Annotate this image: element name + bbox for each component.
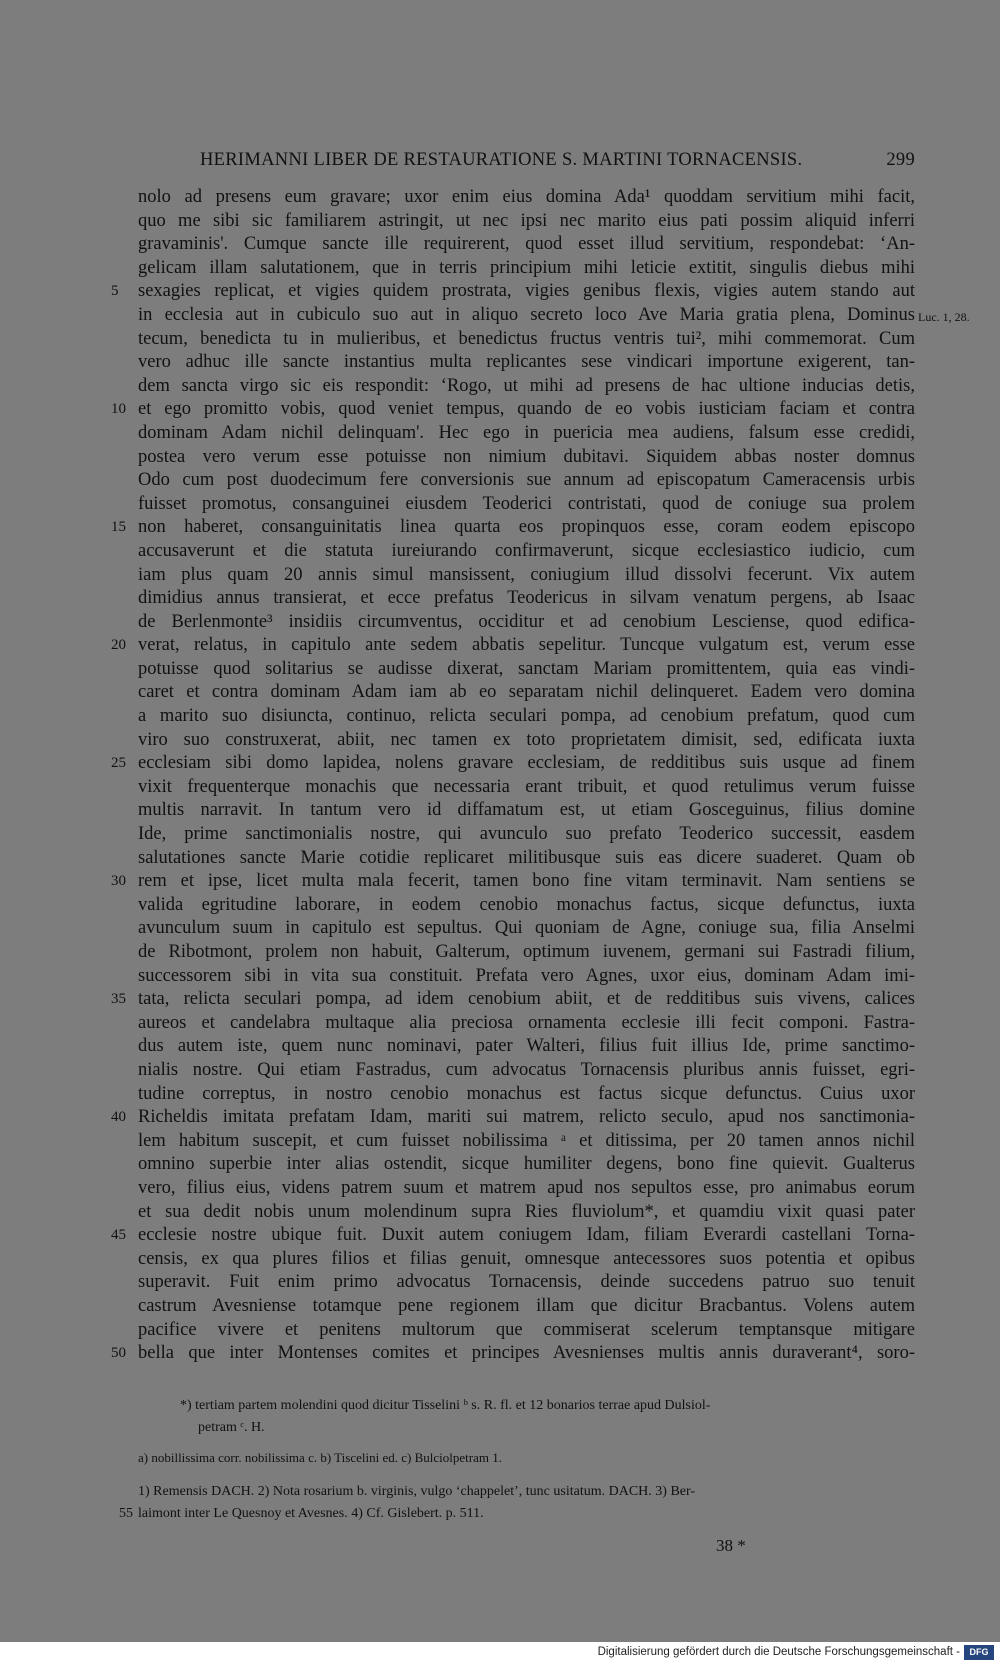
text-line [111, 870, 915, 894]
text-line-content: potuisse quod solitarius se audisse dixerat, sanctam Mariam promittentem, quia eas vindi- [138, 658, 915, 679]
text-line-content: et sua dedit nobis unum molendinum supra Ries fluviolum*, et quamdiu vixit quasi pater [138, 1201, 915, 1222]
text-line-content: viro suo construxerat, abiit, nec tamen ex toto proprietatem dimisit, sed, edificata iuxta [138, 729, 915, 750]
text-line-content: nolo ad presens eum gravare; uxor enim eius domina Ada¹ quoddam servitium mihi facit, [138, 187, 915, 207]
notes-block [119, 1395, 915, 1525]
text-line-content: et ego promitto vobis, quod veniet tempus, quando de eo vobis iusticiam faciam et contra [138, 399, 915, 420]
text-line [138, 446, 915, 470]
text-line-content: gravaminis'. Cumque sancte ille requirerent, quod esset illud servitium, respondebat: ‘An- [138, 234, 915, 255]
text-line-content: Odo cum post duodecimum fere conversionis sue annum ad episcopatum Cameracensis urbis [138, 470, 915, 491]
line-number: 50 [111, 1345, 126, 1362]
text-line-content: tata, relicta seculari pompa, ad idem cenobium abiit, et de redditibus suis vivens, calices [138, 989, 915, 1010]
text-line-content: tudine correptus, in nostro cenobio monachus est factus sicque defunctus. Cuius uxor [138, 1083, 915, 1104]
text-line-content: vero, filius eius, videns patrem suum et matrem apud nos sepultos esse, pro animabus eorum [138, 1177, 915, 1198]
text-line [111, 398, 915, 422]
text-line [138, 799, 915, 823]
text-line [138, 1201, 915, 1225]
text-line-content: non haberet, consanguinitatis linea quarta eos propinquos esse, coram eodem episcopo [138, 517, 915, 538]
text-line [111, 634, 915, 658]
text-line-content: censis, ex qua plures filios et filias genuit, omnesque antecessores suos potentia et opibus [138, 1248, 915, 1269]
text-line-content: salutationes sancte Marie cotidie replicaret militibusque suis eas dicere suaderet. Quam ob [138, 847, 915, 868]
text-line-content: vero adhuc ille sancte instantius multa replicantes sese vindicari importune exigerent, tan- [138, 352, 915, 373]
text-line-content: ecclesie nostre ubique fuit. Duxit autem coniugem Idam, filiam Everardi castellani Torna- [138, 1225, 915, 1246]
line-number: 15 [111, 519, 126, 536]
text-line [138, 469, 915, 493]
text-line [138, 847, 915, 871]
text-line-content: avunculum suum in capitulo est sepultus. Qui quoniam de Agne, coniuge sua, filia Anselmi [138, 918, 915, 939]
text-line [138, 1059, 915, 1083]
footnote-text: laimont inter Le Quesnoy et Avesnes. 4) Cf. Gislebert. p. 511. [138, 1506, 484, 1521]
text-line [138, 587, 915, 611]
text-line-content: de Berlenmonte³ insidiis circumventus, occiditur et ad cenobium Lesciense, quod edifica- [138, 611, 915, 632]
text-line-content: vixit frequenterque monachis que necessaria erant tribuit, et quod retulimus verum fuisse [138, 776, 915, 797]
text-line-content: rem et ipse, licet multa mala fecerit, tamen bono fine vitam terminavit. Nam sentiens se [138, 871, 915, 892]
text-line [138, 658, 915, 682]
main-text [111, 186, 970, 1366]
text-line [138, 540, 915, 564]
text-line [138, 729, 915, 753]
text-line-content: pacifice vivere et penitens multorum que commiserat scelerum temptansque mitigare [138, 1319, 915, 1340]
text-line-content: ecclesiam sibi domo lapidea, nolens gravare ecclesiam, de redditibus suis usque ad finem [138, 753, 915, 774]
line-number: 35 [111, 991, 126, 1008]
margin-reference: Luc. 1, 28. [918, 309, 970, 324]
line-number: 5 [111, 283, 119, 300]
text-line [138, 917, 915, 941]
text-line [138, 776, 915, 800]
line-number: 40 [111, 1109, 126, 1126]
text-line [111, 516, 915, 540]
text-line [111, 988, 915, 1012]
text-line [138, 233, 915, 257]
text-line [138, 351, 915, 375]
text-line [138, 705, 915, 729]
text-line-content: dimidius annus transierat, et ecce prefatus Teodericus in silvam venatum pergens, ab Isaac [138, 588, 915, 609]
text-line [138, 1012, 915, 1036]
text-line-content: castrum Avesniense totamque pene regionem illam que dicitur Bracbantus. Volens autem [138, 1295, 915, 1316]
text-line-content: postea vero verum esse potuisse non nimium dubitavi. Siquidem abbas noster domnus [138, 446, 915, 467]
text-line-content: quo me sibi sic familiarem astringit, ut nec ipsi nec marito eius pati possim aliquid inferri [138, 210, 915, 231]
footnote-line [119, 1503, 915, 1525]
text-line [138, 823, 915, 847]
text-line [138, 1153, 915, 1177]
footnote-line-number: 55 [119, 1506, 133, 1521]
text-line [138, 186, 915, 210]
text-line-content: bella que inter Montenses comites et principes Avesnienses multis annis duraverant⁴, soro- [138, 1343, 915, 1364]
page-number: 299 [886, 150, 915, 170]
text-line [138, 1130, 915, 1154]
text-line [138, 328, 915, 352]
text-line [138, 210, 915, 234]
footnote-line: 1) Remensis DACH. 2) Nota rosarium b. virginis, vulgo ‘chappelet’, tunc usitatum. DACH. 3) Ber- [138, 1484, 696, 1499]
line-number: 10 [111, 401, 126, 418]
text-line [138, 422, 915, 446]
text-line [138, 681, 915, 705]
text-line-content: omnino superbie inter alias ostendit, sicque humiliter degens, bono fine quievit. Gualterus [138, 1154, 915, 1175]
text-line-content: de Ribotmont, prolem non habuit, Galterum, optimum iuvenem, germani sui Fastradi filium, [138, 942, 915, 962]
line-number: 25 [111, 755, 126, 772]
text-line [138, 375, 915, 399]
text-line [138, 493, 915, 517]
text-line [138, 1248, 915, 1272]
text-line-content: verat, relatus, in capitulo ante sedem abbatis sepelitur. Tuncque vulgatum est, verum esse [138, 635, 915, 656]
text-line [138, 1083, 915, 1107]
text-line [111, 1106, 915, 1130]
text-line-content: tecum, benedicta tu in mulieribus, et benedictus fructus ventris tui², mihi commemorat. Cum [138, 328, 915, 349]
text-line [138, 611, 915, 635]
star-note-line: petram ᶜ. H. [198, 1420, 265, 1435]
line-number: 45 [111, 1227, 126, 1244]
line-number: 30 [111, 873, 126, 890]
text-line-content: valida egritudine laborare, in eodem cenobio monachus factus, sicque defunctus, iuxta [138, 894, 915, 915]
text-line-content: lem habitum suscepit, et cum fuisset nobilissima ᵃ et ditissima, per 20 tamen annos nichil [138, 1130, 915, 1151]
text-line [138, 257, 915, 281]
text-line [111, 1342, 915, 1366]
text-line [138, 1295, 915, 1319]
text-line-content: dem sancta virgo sic eis respondit: ‘Rogo, ut mihi ad presens de hac ultione inducias detis, [138, 375, 915, 396]
text-line-content: superavit. Fuit enim primo advocatus Tornacensis, deinde succedens patruo suo tenuit [138, 1272, 915, 1293]
text-line [138, 1177, 915, 1201]
text-line [138, 965, 915, 989]
running-header [200, 150, 915, 171]
text-line-content: aureos et candelabra multaque alia preciosa ornamenta ecclesie illi fecit componi. Fastra- [138, 1012, 915, 1033]
star-note-line: *) tertiam partem molendini quod dicitur Tisselini ᵇ s. R. fl. et 12 bonarios terrae apud Dulsiol- [180, 1398, 711, 1413]
text-line-content: dus autem iste, quem nunc nominavi, pater Walteri, filius fuit illius Ide, prime sanctimo- [138, 1036, 915, 1057]
footer-bar [0, 1642, 1000, 1664]
text-line [138, 1035, 915, 1059]
header-title: HERIMANNI LIBER DE RESTAURATIONE S. MARTINI TORNACENSIS. [200, 150, 803, 170]
text-line-content: iam plus quam 20 annis simul mansissent, coniugium illud dissolvi fecerunt. Vix autem [138, 564, 915, 585]
text-line [138, 941, 915, 965]
text-line-content: dominam Adam nichil delinquam'. Hec ego in puericia mea audiens, falsum esse credidi, [138, 422, 915, 443]
text-line-content: Richeldis imitata prefatam Idam, mariti sui matrem, relicto seculo, apud nos sanctimonia- [138, 1107, 915, 1128]
text-line [138, 564, 915, 588]
text-line-content: Ide, prime sanctimonialis nostre, qui avunculo suo prefato Teoderico successit, easdem [138, 824, 915, 845]
text-line [138, 1271, 915, 1295]
text-line-content: accusaverunt et die statuta iureiurando confirmaverunt, sicque ecclesiastico iudicio, cum [138, 540, 915, 561]
text-line-content: multis narravit. In tantum vero id diffamatum est, ut etiam Gosceguinus, filius domine [138, 800, 915, 821]
text-line-content: sexagies replicat, et vigies quidem prostrata, vigies genibus flexis, vigies autem stando aut [138, 281, 915, 302]
footer-credit: Digitalisierung gefördert durch die Deutsche Forschungsgemeinschaft - [597, 1646, 960, 1658]
text-line-content: in ecclesia aut in cubiculo suo aut in aliquo secreto loco Ave Maria gratia plena, Dominus [138, 304, 915, 325]
text-line [138, 304, 970, 328]
text-line-content: a marito suo disiuncta, continuo, relicta seculari pompa, ad cenobium prefatum, quod cum [138, 706, 915, 727]
text-line-content: caret et contra dominam Adam iam ab eo separatam nichil delinqueret. Eadem vero domina [138, 682, 915, 703]
text-line-content: nialis nostre. Qui etiam Fastradus, cum advocatus Tornacensis pluribus annis fuisset, egri- [138, 1059, 915, 1080]
text-line [111, 1224, 915, 1248]
signature-mark: 38 * [716, 1536, 746, 1555]
text-line [138, 1319, 915, 1343]
text-line-content: gelicam illam salutationem, que in terris principium mihi leticie extitit, singulis diebus mihi [138, 257, 915, 278]
line-number: 20 [111, 637, 126, 654]
variant-notes: a) nobillissima corr. nobilissima c. b) Tiscelini ed. c) Bulciolpetram 1. [138, 1450, 502, 1465]
dfg-logo: DFG [964, 1645, 994, 1660]
text-line [138, 894, 915, 918]
text-line [111, 280, 915, 304]
text-line [111, 752, 915, 776]
text-line-content: fuisset promotus, consanguinei eiusdem Teoderici contristati, quod de coniuge sua prolem [138, 493, 915, 514]
text-line-content: successorem sibi in vita sua constituit. Prefata vero Agnes, uxor eius, dominam Adam imi- [138, 965, 915, 986]
